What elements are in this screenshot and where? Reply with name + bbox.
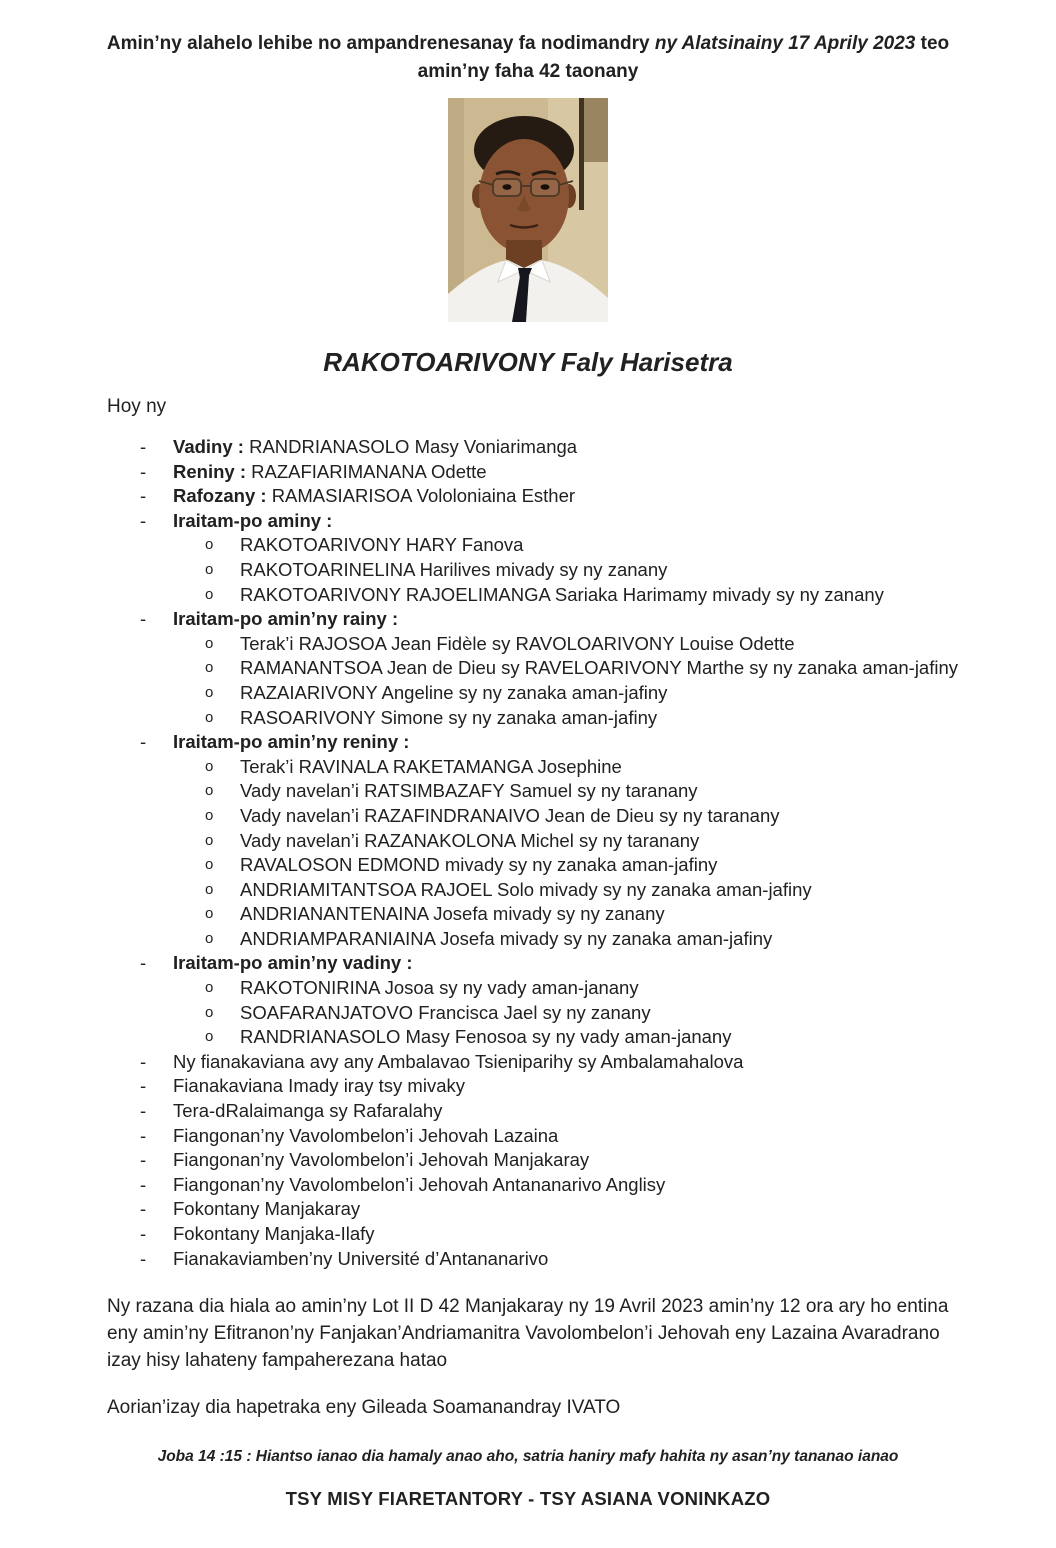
circle-bullet: o	[205, 979, 214, 997]
list-item-text: Fianakaviamben’ny Université d’Antananarivo	[173, 1247, 549, 1269]
list-item-text: Fokontany Manjaka-Ilafy	[173, 1223, 375, 1244]
list-item-text: Vady navelan’i RAZANAKOLONA Michel sy ny taranany	[240, 829, 700, 851]
dash-bullet: -	[140, 1198, 147, 1220]
list-item-text: Fiangonan’ny Vavolombelon’i Jehovah Antananarivo Anglisy	[173, 1173, 666, 1195]
list-item-text: Terak’i RAJOSOA Jean Fidèle sy RAVOLOARIVONY Louise Odette	[240, 632, 795, 654]
circle-bullet: o	[205, 1028, 214, 1046]
list-item	[0, 951, 1056, 976]
list-item-text: Tera-dRalaimanga sy Rafaralahy	[173, 1100, 443, 1122]
dash-bullet: -	[140, 485, 147, 507]
header-text-line2: amin’ny faha 42 taonany	[417, 61, 639, 82]
circle-bullet: o	[205, 585, 214, 603]
list-item-text: RAKOTOARIVONY RAJOELIMANGA Sariaka Harimamy mivady sy ny zanany	[240, 583, 884, 605]
list-item-text: RAMANANTSOA Jean de Dieu sy RAVELOARIVONY Marthe sy ny zanaka aman-jafiny	[240, 657, 959, 679]
circle-bullet: o	[205, 880, 214, 898]
list-item	[0, 829, 1056, 854]
list-item-text: RASOARIVONY Simone sy ny zanaka aman-jafiny	[240, 706, 658, 728]
list-item	[0, 435, 1056, 460]
list-item	[0, 1124, 1056, 1149]
list-item	[0, 804, 1056, 829]
portrait-photo-drawing	[448, 98, 608, 322]
list-item	[0, 1099, 1056, 1124]
dash-bullet: -	[140, 509, 147, 531]
list-item-text	[173, 509, 1056, 534]
header-text-pre: Amin’ny alahelo lehibe no ampandrenesanay fa nodimandry	[106, 33, 655, 54]
list-item	[0, 927, 1056, 952]
list-item-label: Rafozany :	[173, 485, 272, 507]
intro-text: Hoy ny	[107, 396, 167, 417]
circle-bullet: o	[205, 856, 214, 874]
dash-bullet: -	[140, 731, 147, 753]
circle-bullet: o	[205, 634, 214, 652]
list-item	[0, 755, 1056, 780]
dash-bullet: -	[140, 1173, 147, 1195]
burial-paragraph: Aorian’izay dia hapetraka eny Gileada Soamanandray IVATO	[107, 1397, 621, 1419]
dash-bullet: -	[140, 1075, 147, 1097]
list-item	[0, 484, 1056, 509]
dash-bullet: -	[140, 1247, 147, 1269]
circle-bullet: o	[205, 831, 214, 849]
announcement-header	[0, 0, 1056, 86]
list-item	[0, 509, 1056, 534]
funeral-details-paragraph: Ny razana dia hiala ao amin’ny Lot II D 42 Manjakaray ny 19 Avril 2023 amin’ny 12 ora ary ho entina eny amin’ny Efitranon’ny Fanjakan’Andriamanitra Vavolombelon’i Jehovah eny Lazaina Avaradrano izay hisy lahateny fampaherezana hatao	[107, 1296, 949, 1372]
list-item	[0, 706, 1056, 731]
dash-bullet: -	[140, 952, 147, 974]
list-item	[0, 681, 1056, 706]
list-item	[0, 779, 1056, 804]
list-item	[0, 878, 1056, 903]
circle-bullet: o	[205, 536, 214, 554]
list-item	[0, 1050, 1056, 1075]
list-item-label: Iraitam-po aminy :	[173, 509, 333, 531]
list-item-text: ANDRIAMPARANIAINA Josefa mivady sy ny zanaka aman-jafiny	[240, 927, 773, 949]
list-item	[0, 533, 1056, 558]
list-item-text: RANDRIANASOLO Masy Fenosoa sy ny vady aman-janany	[240, 1026, 732, 1048]
list-item-text: Vadiny : RANDRIANASOLO Masy Voniarimanga	[173, 436, 578, 457]
list-item	[0, 558, 1056, 583]
circle-bullet: o	[205, 708, 214, 726]
list-item-text: ANDRIANANTENAINA Josefa mivady sy ny zanany	[240, 903, 665, 925]
list-item-label: Iraitam-po amin’ny vadiny :	[173, 952, 413, 974]
list-item-text	[173, 730, 1056, 755]
list-item-text: RAZAIARIVONY Angeline sy ny zanaka aman-jafiny	[240, 681, 668, 703]
list-item	[0, 1222, 1056, 1247]
circle-bullet: o	[205, 683, 214, 701]
list-item-text	[173, 607, 1056, 632]
list-item-text: RAKOTOARIVONY HARY Fanova	[240, 534, 524, 556]
dash-bullet: -	[140, 436, 147, 457]
dash-bullet: -	[140, 1149, 147, 1171]
family-list	[0, 435, 1056, 1271]
list-item-text: Fiangonan’ny Vavolombelon’i Jehovah Manjakaray	[173, 1149, 590, 1171]
list-item	[0, 460, 1056, 485]
list-item	[0, 583, 1056, 608]
circle-bullet: o	[205, 905, 214, 923]
list-item	[0, 730, 1056, 755]
dash-bullet: -	[140, 460, 147, 482]
list-item	[0, 656, 1056, 681]
header-date-emphasis: ny Alatsinainy 17 Aprily 2023	[654, 33, 916, 54]
list-item-text: Reniny : RAZAFIARIMANANA Odette	[173, 460, 487, 482]
list-item-label: Iraitam-po amin’ny rainy :	[173, 608, 399, 630]
footer-statement: TSY MISY FIARETANTORY - TSY ASIANA VONINKAZO	[285, 1488, 771, 1510]
dash-bullet: -	[140, 1100, 147, 1122]
list-item	[0, 1247, 1056, 1272]
deceased-name-title: RAKOTOARIVONY Faly Harisetra	[323, 347, 733, 377]
list-item	[0, 976, 1056, 1001]
circle-bullet: o	[205, 659, 214, 677]
list-item-text	[173, 951, 1056, 976]
list-item	[0, 1025, 1056, 1050]
list-item-label: Reniny :	[173, 460, 252, 482]
list-item-text: Fianakaviana Imady iray tsy mivaky	[173, 1075, 465, 1097]
list-item-text: RAVALOSON EDMOND mivady sy ny zanaka aman-jafiny	[240, 854, 718, 876]
list-item	[0, 1197, 1056, 1222]
dash-bullet: -	[140, 1223, 147, 1244]
list-item	[0, 632, 1056, 657]
dash-bullet: -	[140, 1050, 147, 1072]
list-item-text: Fiangonan’ny Vavolombelon’i Jehovah Lazaina	[173, 1124, 559, 1146]
circle-bullet: o	[205, 1003, 214, 1021]
list-item-text: ANDRIAMITANTSOA RAJOEL Solo mivady sy ny zanaka aman-jafiny	[240, 878, 812, 900]
list-item	[0, 853, 1056, 878]
dash-bullet: -	[140, 1124, 147, 1146]
circle-bullet: o	[205, 782, 214, 800]
list-item	[0, 902, 1056, 927]
circle-bullet: o	[205, 757, 214, 775]
list-item	[0, 1148, 1056, 1173]
list-item	[0, 1173, 1056, 1198]
list-item-text: Fokontany Manjakaray	[173, 1198, 361, 1220]
list-item-text: Vady navelan’i RATSIMBAZAFY Samuel sy ny taranany	[240, 780, 698, 802]
circle-bullet: o	[205, 560, 214, 578]
list-item-text: SOAFARANJATOVO Francisca Jael sy ny zanany	[240, 1001, 651, 1023]
list-item-text: Terak’i RAVINALA RAKETAMANGA Josephine	[240, 755, 622, 777]
list-item-label: Vadiny :	[173, 436, 250, 457]
list-item-label: Iraitam-po amin’ny reniny :	[173, 731, 410, 753]
list-item-text: RAKOTONIRINA Josoa sy ny vady aman-janany	[240, 977, 639, 999]
circle-bullet: o	[205, 929, 214, 947]
dash-bullet: -	[140, 608, 147, 630]
list-item	[0, 607, 1056, 632]
header-text-post: teo	[915, 33, 950, 54]
list-item	[0, 1074, 1056, 1099]
portrait-photo	[448, 98, 608, 322]
circle-bullet: o	[205, 806, 214, 824]
list-item-text: Vady navelan’i RAZAFINDRANAIVO Jean de Dieu sy ny taranany	[240, 804, 780, 826]
list-item-text: Ny fianakaviana avy any Ambalavao Tsieniparihy sy Ambalamahalova	[173, 1050, 744, 1072]
scripture-quote: Joba 14 :15 : Hiantso ianao dia hamaly anao aho, satria haniry mafy hahita ny asan’ny tananao ianao	[157, 1448, 899, 1466]
list-item-text: Rafozany : RAMASIARISOA Vololoniaina Esther	[173, 485, 576, 507]
list-item	[0, 1001, 1056, 1026]
list-item-text: RAKOTOARINELINA Harilives mivady sy ny zanany	[240, 558, 668, 580]
